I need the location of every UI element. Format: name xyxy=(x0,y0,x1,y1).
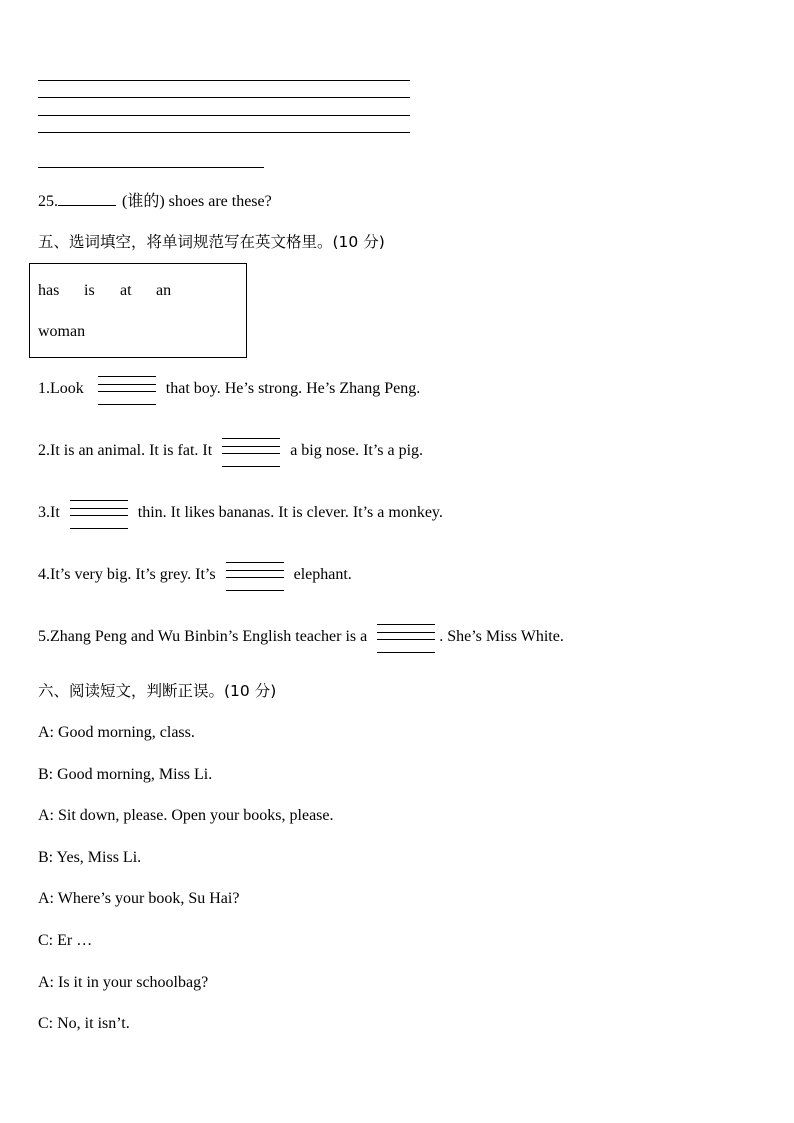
dialogue-line: A: Is it in your schoolbag? xyxy=(38,974,209,991)
fill-item-2 xyxy=(38,434,423,468)
section-5-title: 五、选词填空，将单词规范写在英文格里。(10 分) xyxy=(38,233,385,251)
dialogue-line: C: Er … xyxy=(38,932,93,949)
dialogue-line: A: Where’s your book, Su Hai? xyxy=(38,890,240,907)
question-25 xyxy=(38,191,272,212)
answer-line-2 xyxy=(38,97,410,98)
item-text-after: thin. It likes bananas. It is clever. It’s a monkey. xyxy=(137,504,443,521)
item-text-after: a big nose. It’s a pig. xyxy=(290,442,424,459)
section-6-title: 六、阅读短文，判断正误。(10 分) xyxy=(38,682,277,700)
fill-item-5 xyxy=(38,620,564,654)
item-text-before: 1.Look xyxy=(38,380,84,397)
hint-text: (谁的) xyxy=(122,193,165,210)
item-text-before: 3.It xyxy=(38,504,60,521)
question-number: 25. xyxy=(38,193,58,210)
english-writing-grid[interactable] xyxy=(98,376,156,406)
word-bank-item: woman xyxy=(38,323,86,340)
word-bank-item: is xyxy=(84,282,95,299)
dialogue-line: A: Good morning, class. xyxy=(38,724,195,741)
answer-line-5 xyxy=(38,167,264,168)
dialogue-line: C: No, it isn’t. xyxy=(38,1015,130,1032)
fill-item-3 xyxy=(38,496,443,530)
word-bank-item: an xyxy=(156,282,172,299)
answer-line-1 xyxy=(38,80,410,81)
fill-item-4 xyxy=(38,558,352,592)
item-text-after: that boy. He’s strong. He’s Zhang Peng. xyxy=(165,380,421,397)
item-text-after: . She’s Miss White. xyxy=(439,628,564,645)
english-writing-grid[interactable] xyxy=(226,562,284,592)
dialogue-line: B: Yes, Miss Li. xyxy=(38,849,142,866)
dialogue-line: A: Sit down, please. Open your books, please. xyxy=(38,807,334,824)
item-text-after: elephant. xyxy=(293,566,352,583)
answer-line-4 xyxy=(38,132,410,133)
fill-item-1 xyxy=(38,372,420,406)
english-writing-grid[interactable] xyxy=(222,438,280,468)
english-writing-grid[interactable] xyxy=(377,624,435,654)
item-text-before: 2.It is an animal. It is fat. It xyxy=(38,442,213,459)
english-writing-grid[interactable] xyxy=(70,500,128,530)
word-bank-box xyxy=(29,263,247,358)
question-text: shoes are these? xyxy=(168,193,272,210)
word-bank-item: has xyxy=(38,282,60,299)
item-text-before: 5.Zhang Peng and Wu Binbin’s English teacher is a xyxy=(38,628,368,645)
word-bank-item: at xyxy=(120,282,132,299)
fill-blank[interactable] xyxy=(58,191,116,206)
dialogue-line: B: Good morning, Miss Li. xyxy=(38,766,213,783)
answer-line-3 xyxy=(38,115,410,116)
item-text-before: 4.It’s very big. It’s grey. It’s xyxy=(38,566,216,583)
